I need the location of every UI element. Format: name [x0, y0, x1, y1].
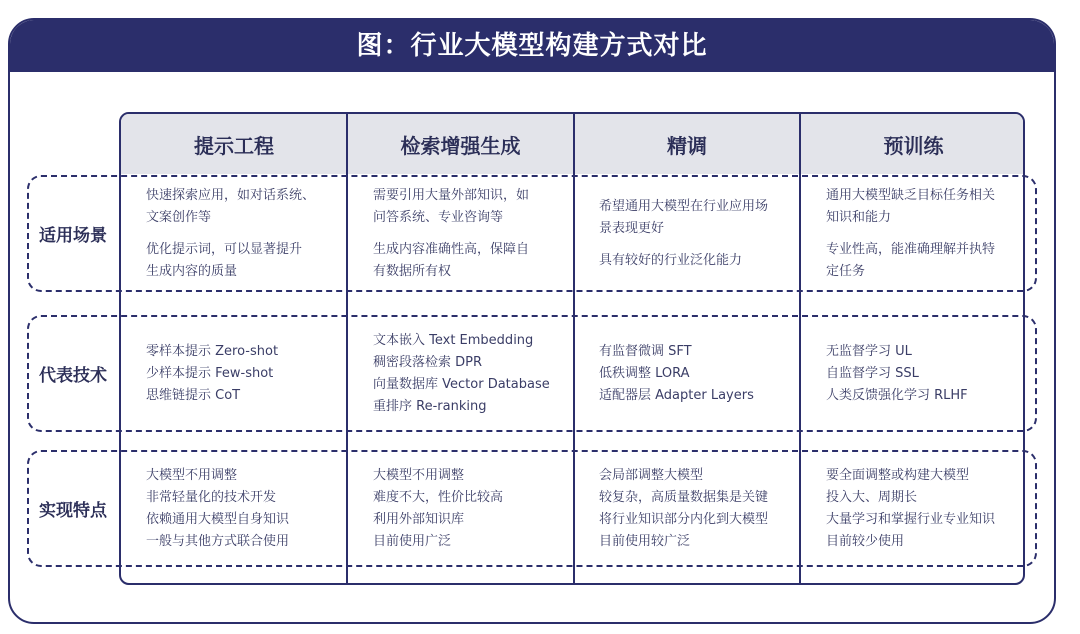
column-header-prompt-engineering: 提示工程 [121, 114, 347, 174]
column-header-pretraining: 预训练 [800, 114, 1025, 174]
cell-text-line: 零样本提示 Zero-shot [146, 343, 279, 359]
table-cell [826, 177, 1024, 290]
row-label-techniques: 代表技术 [39, 366, 107, 386]
table-cell [146, 177, 344, 290]
cell-text-line: 优化提示词，可以显著提升 [146, 241, 303, 257]
cell-text-line: 目前使用广泛 [373, 533, 452, 549]
cell-text-line: 难度不大，性价比较高 [373, 489, 504, 505]
cell-text-line: 少样本提示 Few-shot [146, 365, 274, 381]
cell-spacer [599, 240, 797, 250]
cell-text-line: 会局部调整大模型 [599, 467, 704, 483]
table-cell [826, 452, 1024, 565]
cell-text-line: 希望通用大模型在行业应用场 [599, 198, 769, 214]
cell-text-line: 稠密段落检索 DPR [373, 354, 483, 370]
table-cell [373, 177, 571, 290]
cell-text-line: 大量学习和掌握行业专业知识 [826, 511, 996, 527]
cell-text-line: 快速探索应用，如对话系统、 [146, 187, 316, 203]
table-cell [599, 452, 797, 565]
cell-text-line: 自监督学习 SSL [826, 365, 919, 381]
cell-text-line: 目前使用较广泛 [599, 533, 691, 549]
table-cell [599, 317, 797, 430]
table-cell [826, 317, 1024, 430]
cell-text-line: 生成内容的质量 [146, 263, 238, 279]
cell-text-line: 投入大、周期长 [826, 489, 918, 505]
cell-text-line: 文本嵌入 Text Embedding [373, 332, 534, 348]
table-cell [146, 317, 344, 430]
cell-text-line: 通用大模型缺乏目标任务相关 [826, 187, 996, 203]
cell-text-line: 具有较好的行业泛化能力 [599, 252, 743, 268]
cell-text-line: 目前较少使用 [826, 533, 905, 549]
cell-text-line: 文案创作等 [146, 209, 212, 225]
cell-text-line: 低秩调整 LORA [599, 365, 690, 381]
cell-text-line: 较复杂，高质量数据集是关键 [599, 489, 769, 505]
cell-text-line: 一般与其他方式联合使用 [146, 533, 290, 549]
cell-spacer [146, 229, 344, 239]
cell-text-line: 知识和能力 [826, 209, 892, 225]
cell-text-line: 非常轻量化的技术开发 [146, 489, 277, 505]
cell-text-line: 生成内容准确性高，保障自 [373, 241, 530, 257]
cell-text-line: 需要引用大量外部知识，如 [373, 187, 530, 203]
cell-text-line: 有数据所有权 [373, 263, 452, 279]
cell-text-line: 思维链提示 CoT [146, 387, 241, 403]
cell-text-line: 无监督学习 UL [826, 343, 912, 359]
cell-text-line: 大模型不用调整 [373, 467, 465, 483]
cell-text-line: 重排序 Re-ranking [373, 398, 487, 414]
row-label-scenarios: 适用场景 [39, 226, 107, 246]
table-cell [373, 452, 571, 565]
table-cell [599, 177, 797, 290]
cell-text-line: 景表现更好 [599, 220, 665, 236]
row-label-features: 实现特点 [39, 501, 107, 521]
cell-spacer [373, 229, 571, 239]
cell-text-line: 专业性高，能准确理解并执特 [826, 241, 996, 257]
cell-text-line: 依赖通用大模型自身知识 [146, 511, 290, 527]
cell-text-line: 定任务 [826, 263, 866, 279]
cell-text-line: 问答系统、专业咨询等 [373, 209, 504, 225]
table-cell [146, 452, 344, 565]
cell-text-line: 将行业知识部分内化到大模型 [599, 511, 769, 527]
cell-text-line: 利用外部知识库 [373, 511, 465, 527]
cell-text-line: 大模型不用调整 [146, 467, 238, 483]
cell-text-line: 人类反馈强化学习 RLHF [826, 387, 968, 403]
cell-spacer [826, 229, 1024, 239]
cell-text-line: 适配器层 Adapter Layers [599, 387, 754, 403]
cell-text-line: 有监督微调 SFT [599, 343, 692, 359]
column-header-rag: 检索增强生成 [347, 114, 574, 174]
cell-text-line: 要全面调整或构建大模型 [826, 467, 970, 483]
column-header-fine-tuning: 精调 [574, 114, 800, 174]
figure-title: 图：行业大模型构建方式对比 [10, 20, 1054, 72]
cell-text-line: 向量数据库 Vector Database [373, 376, 550, 392]
table-cell [373, 317, 571, 430]
